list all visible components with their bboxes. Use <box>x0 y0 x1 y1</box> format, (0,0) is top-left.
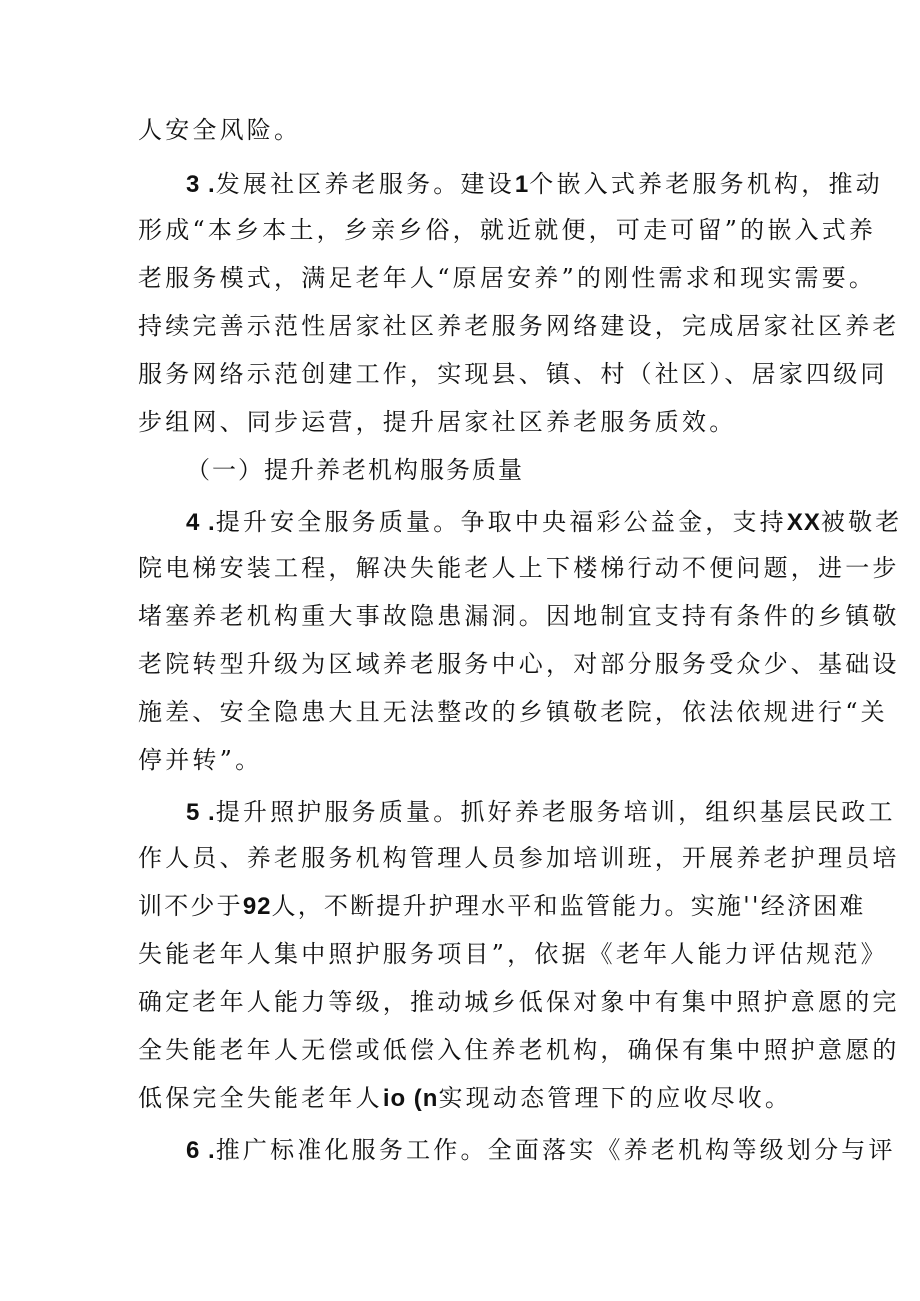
line-text: 停并转”。 <box>138 746 263 774</box>
line-text: 服务网络示范创建工作，实现县、镇、村（社区）、居家四级同 <box>138 360 888 388</box>
text-line <box>138 644 900 684</box>
section-heading <box>186 450 846 490</box>
text-line <box>138 934 888 974</box>
inline-number: 1 <box>514 171 530 198</box>
text-line <box>138 354 888 394</box>
line-text: 被敬老 <box>820 508 903 536</box>
line-text: 发展社区养老服务。建设 <box>215 170 515 198</box>
text-line <box>138 838 900 878</box>
line-text: 人，不断提升护理水平和监管能力。实施''经济困难 <box>271 892 866 920</box>
text-line <box>138 306 900 346</box>
line-text: 低保完全失能老年人 <box>138 1084 383 1112</box>
line-text: 施差、安全隐患大且无法整改的乡镇敬老院，依法依规进行“关 <box>138 698 888 726</box>
line-text: 老院转型升级为区域养老服务中心，对部分服务受众少、基础设 <box>138 650 900 678</box>
text-line <box>138 110 798 150</box>
text-line <box>138 210 877 250</box>
text-line <box>138 982 900 1022</box>
text-line <box>138 886 866 926</box>
line-text: 全失能老年人无偿或低偿入住养老机构，确保有集中照护意愿的 <box>138 1036 900 1064</box>
line-text: 形成“本乡本土，乡亲乡俗，就近就便，可走可留”的嵌入式养 <box>138 216 877 244</box>
line-text: 院电梯安装工程，解决失能老人上下楼梯行动不便问题，进一步 <box>138 554 900 582</box>
line-text: 步组网、同步运营，提升居家社区养老服务质效。 <box>138 408 737 436</box>
text-line <box>186 792 896 832</box>
line-text: 确定老年人能力等级，推动城乡低保对象中有集中照护意愿的完 <box>138 988 900 1016</box>
inline-number: 92 <box>242 893 272 920</box>
inline-code: io (n <box>382 1085 439 1112</box>
line-text: 持续完善示范性居家社区养老服务网络建设，完成居家社区养老 <box>138 312 900 340</box>
line-text: 提升照护服务质量。抓好养老服务培训，组织基层民政工 <box>215 798 896 826</box>
line-text: 堵塞养老机构重大事故隐患漏洞。因地制宜支持有条件的乡镇敬 <box>138 602 900 630</box>
text-line <box>186 502 903 542</box>
line-text: 实现动态管理下的应收尽收。 <box>438 1084 793 1112</box>
line-text: 推广标准化服务工作。全面落实《养老机构等级划分与评 <box>215 1136 896 1164</box>
text-line <box>138 1078 798 1118</box>
item-number: 3 . <box>186 171 216 198</box>
text-line <box>138 402 798 442</box>
text-line <box>138 692 888 732</box>
text-line <box>186 164 883 204</box>
line-text: 人安全风险。 <box>138 116 302 144</box>
text-line <box>138 1030 900 1070</box>
text-line <box>186 1130 896 1170</box>
line-text: 失能老年人集中照护服务项目”，依据《老年人能力评估规范》 <box>138 940 888 968</box>
line-text: 训不少于 <box>138 892 243 920</box>
line-text: 个嵌入式养老服务机构，推动 <box>529 170 883 198</box>
line-text: 作人员、养老服务机构管理人员参加培训班，开展养老护理员培 <box>138 844 900 872</box>
item-number: 5 . <box>186 799 216 826</box>
text-line <box>138 258 877 298</box>
text-line <box>138 596 900 636</box>
inline-code: XX <box>786 509 821 536</box>
line-text: 老服务模式，满足老年人“原居安养”的刚性需求和现实需要。 <box>138 264 877 292</box>
text-line <box>138 740 798 780</box>
item-number: 6 . <box>186 1137 216 1164</box>
item-number: 4 . <box>186 509 216 536</box>
heading-text: （一）提升养老机构服务质量 <box>186 456 524 484</box>
text-line <box>138 548 900 588</box>
line-text: 提升安全服务质量。争取中央福彩公益金，支持 <box>215 508 787 536</box>
